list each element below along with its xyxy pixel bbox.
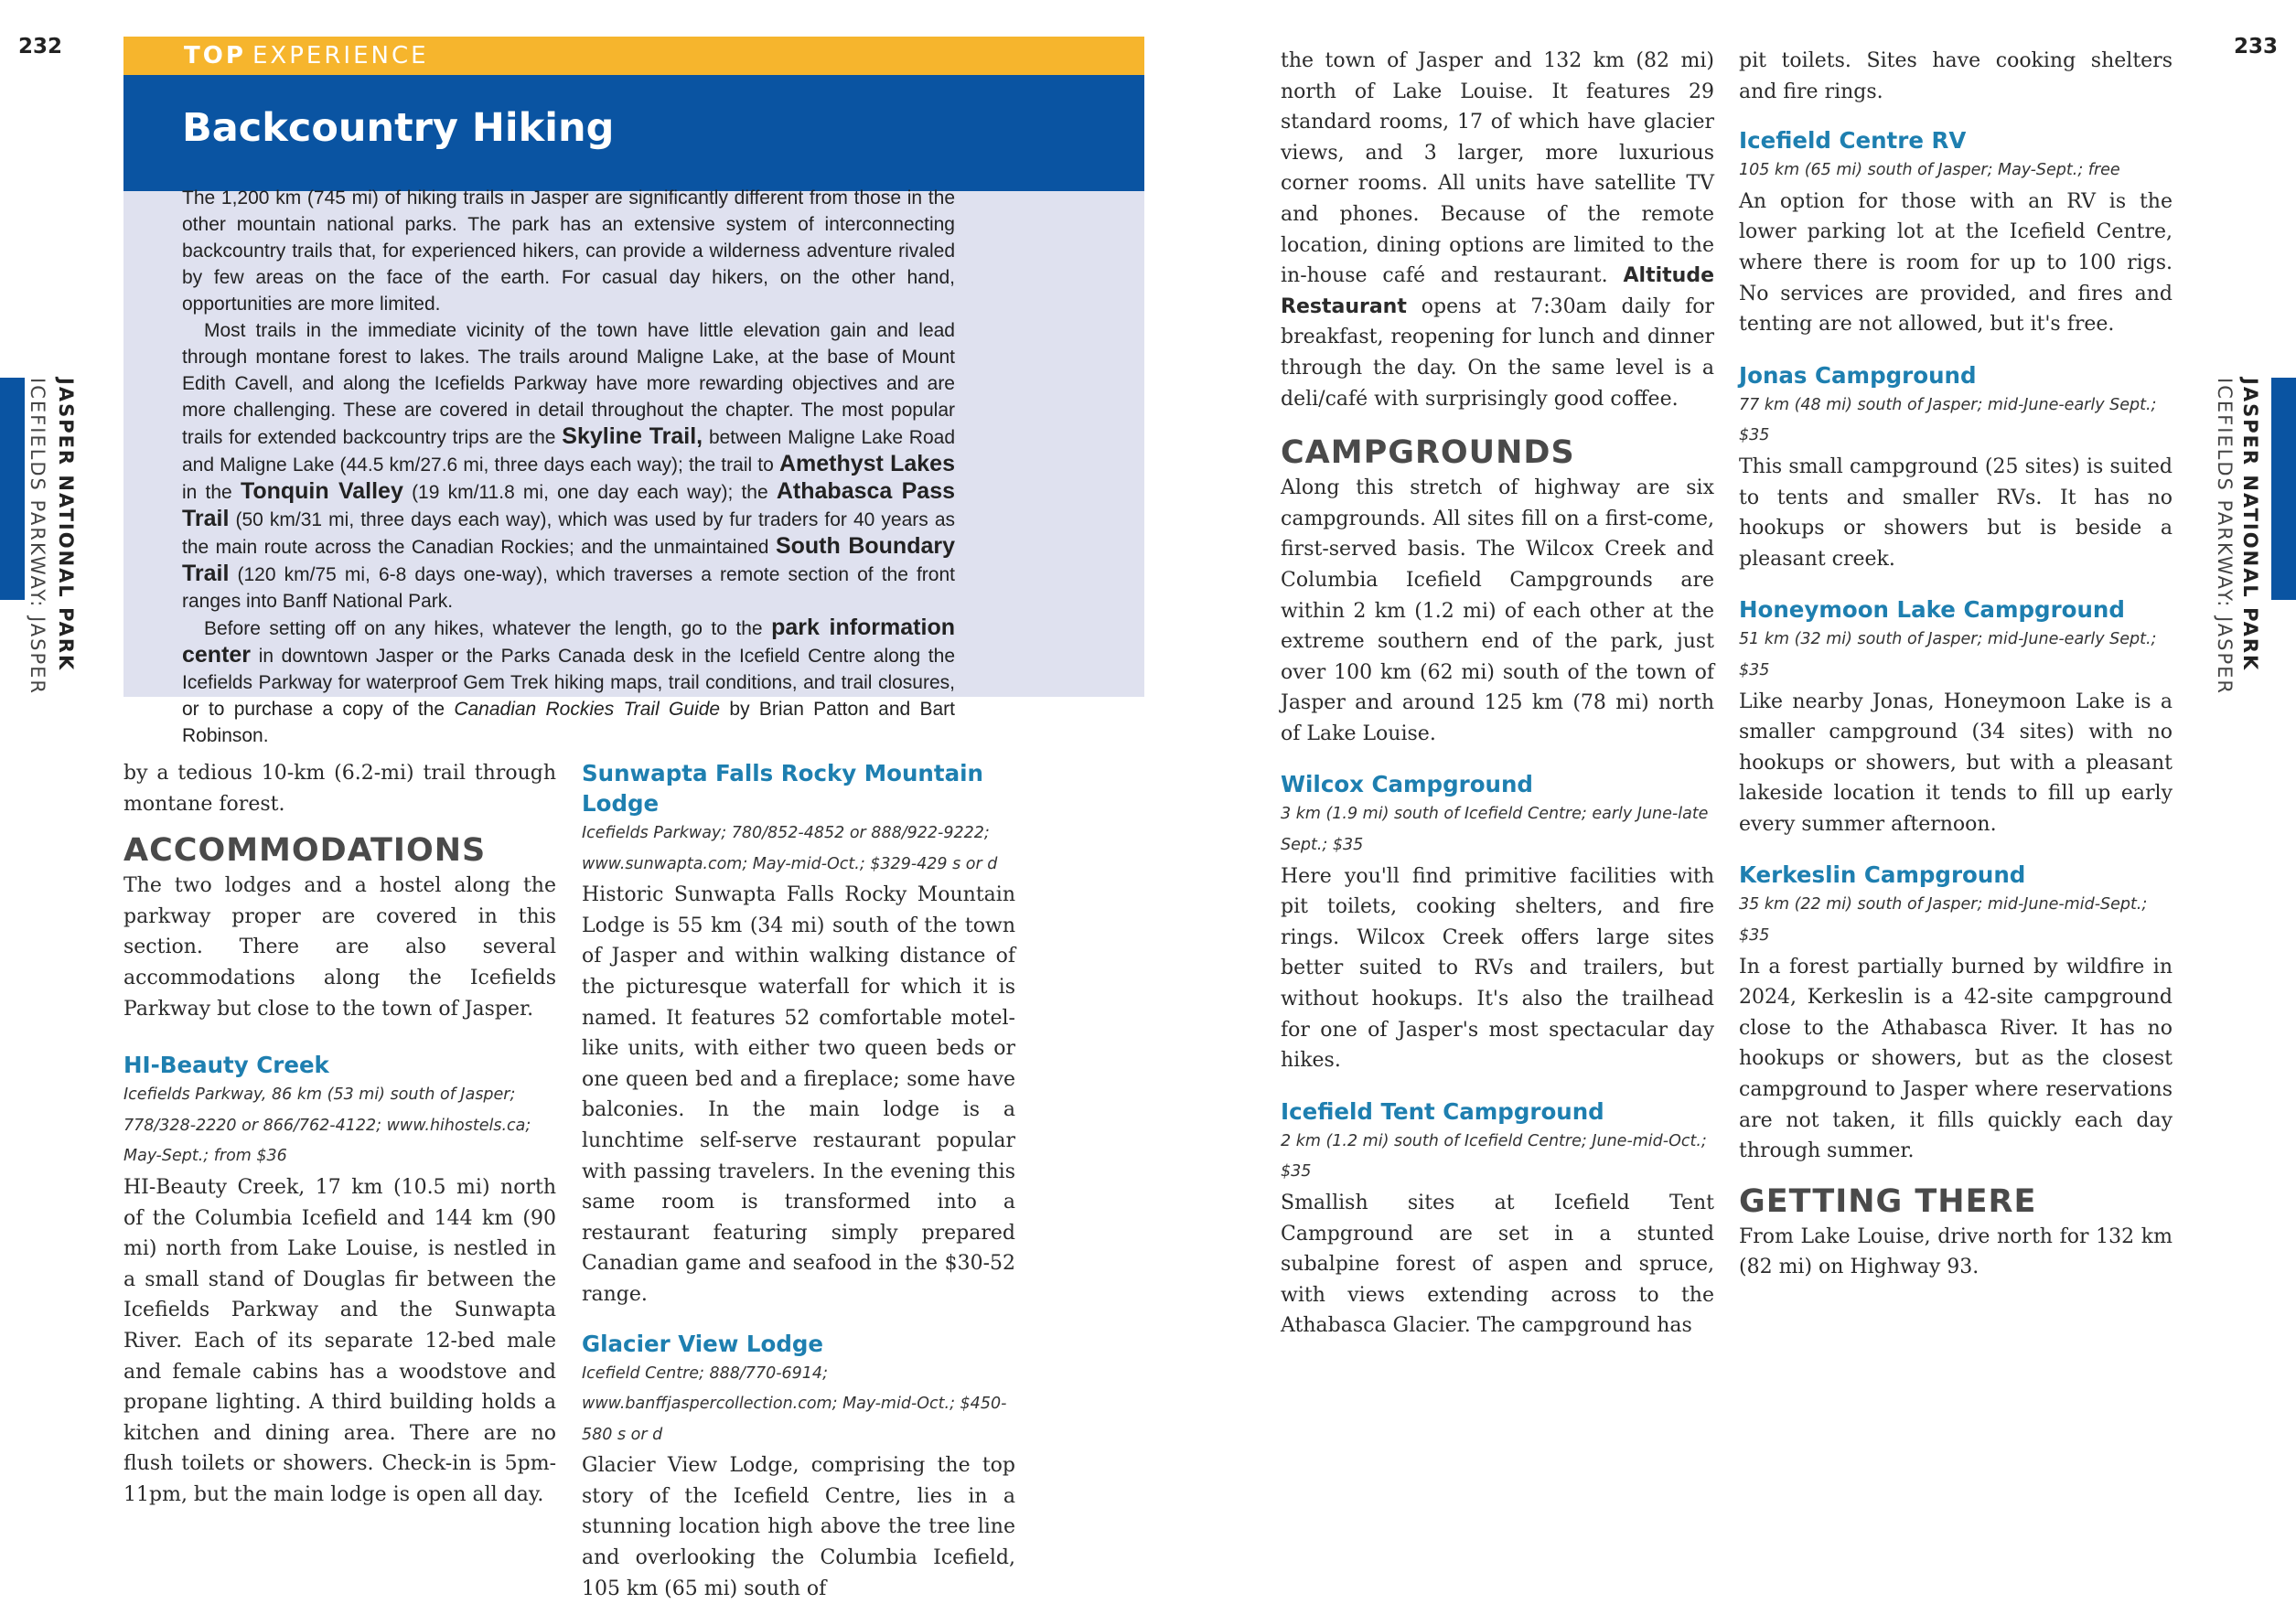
icefield-tent-campground-continued: pit toilets. Sites have cooking shelters and fire rings.: [1739, 49, 2173, 103]
sunwapta-lodge-heading: Sunwapta Falls Rocky Mountain Lodge: [582, 760, 983, 817]
glacier-view-lodge-heading: Glacier View Lodge: [582, 1330, 824, 1357]
icefield-tent-campground-details: 2 km (1.2 mi) south of Icefield Centre; June-mid-Oct.; $35: [1281, 1131, 1707, 1182]
icefield-tent-campground-body: Smallish sites at Icefield Tent Campground are set in a stunted subalpine forest of aspen and spruce, with views extending across to the Athabasca Glacier. The campground has: [1281, 1192, 1714, 1338]
sunwapta-lodge-body: Historic Sunwapta Falls Rocky Mountain Lodge is 55 km (34 mi) south of the town of Jasper and within walking distance of the picturesque waterfall for which it is named. It features 52 comfortable motel-like units, with either two queen beds or one queen bed and a fireplace; some have balconies. In the main lodge is a lunchtime self-serve restaurant popular with passing travelers. In the evening this same room is transformed into a restaurant featuring simply prepared Canadian game and seafood in the $30-52 range.: [582, 883, 1015, 1306]
jonas-campground-heading: Jonas Campground: [1739, 361, 1977, 389]
honeymoon-lake-campground-body: Like nearby Jonas, Honeymoon Lake is a smaller campground (34 sites) with no hookups or showers, but with a pleasant lakeside location it tends to fill up early every summer afternoon.: [1739, 690, 2173, 836]
feature-tag-top: TOP: [184, 42, 246, 70]
glacier-view-lodge-continued: the town of Jasper and 132 km (82 mi) north of Lake Louise. It features 29 standard rooms, 17 of which have glacier views, and 3 larger, more luxurious corner rooms. All units have satellite TV and phones. Because of the remote location, dining options are limited to the in-house café and restaurant. Altitude Restaurant opens at 7:30am daily for breakfast, reopening for lunch and dinner through the day. On the same level is a deli/café with surprisingly good coffee.: [1281, 49, 1714, 411]
kerkeslin-campground-details: 35 km (22 mi) south of Jasper; mid-June-mid-Sept.; $35: [1739, 895, 2148, 946]
side-tab-left-title: JASPER NATIONAL PARK: [55, 378, 77, 672]
kerkeslin-campground-body: In a forest partially burned by wildfire in 2024, Kerkeslin is a 42-site campground close to the Athabasca River. It has no hookups or showers, but as the closest campground to Jasper where reservations are not taken, it fills quickly each day through summer.: [1739, 955, 2173, 1163]
hi-beauty-creek-details: Icefields Parkway, 86 km (53 mi) south of Jasper; 778/328-2220 or 866/762-4122; www.hihostels.ca; May-Sept.; from $36: [123, 1085, 531, 1166]
feature-box: [123, 37, 1144, 746]
continued-text: by a tedious 10-km (6.2-mi) trail through montane forest.: [123, 762, 556, 816]
feature-paragraph-2: Most trails in the immediate vicinity of the town have little elevation gain and lead through montane forest to lakes. The trails around Maligne Lake, at the base of Mount Edith Cavell, and along the Icefields Parkway have more rewarding objectives and are more challenging. These are covered in detail throughout the chapter. The most popular trails for extended backcountry trips are the Skyline Trail, between Maligne Lake Road and Maligne Lake (44.5 km/27.6 mi, three days each way); the trail to Amethyst Lakes in the Tonquin Valley (19 km/11.8 mi, one day each way); the Athabasca Pass Trail (50 km/31 mi, three days each way), which was used by fur traders for 40 years as the main route across the Canadian Rockies; and the unmaintained South Boundary Trail (120 km/75 mi, 6-8 days one-way), which traverses a remote section of the front ranges into Banff National Park.: [182, 320, 956, 612]
side-tab-right-marker: [2271, 378, 2296, 600]
icefield-centre-rv-details: 105 km (65 mi) south of Jasper; May-Sept.; free: [1739, 161, 2120, 180]
wilcox-campground-heading: Wilcox Campground: [1281, 771, 1533, 798]
icefield-tent-campground-heading: Icefield Tent Campground: [1281, 1097, 1604, 1125]
wilcox-campground-body: Here you'll find primitive facilities with pit toilets, cooking shelters, and fire rings. Wilcox Creek offers large sites better suited to RVs and trailers, but without hookups. It's also the trailhead for one of Jasper's most spectacular day hikes.: [1281, 864, 1714, 1073]
honeymoon-lake-campground-details: 51 km (32 mi) south of Jasper; mid-June-early Sept.; $35: [1739, 630, 2157, 679]
column-1: [123, 758, 556, 1510]
feature-title-band: [123, 75, 1144, 191]
page-number-left: 232: [18, 35, 63, 59]
honeymoon-lake-campground-heading: Honeymoon Lake Campground: [1739, 596, 2125, 624]
column-4: [1739, 46, 2173, 1283]
campgrounds-heading: CAMPGROUNDS: [1281, 434, 1575, 472]
icefield-centre-rv-heading: Icefield Centre RV: [1739, 127, 1967, 155]
feature-tag-experience: EXPERIENCE: [252, 42, 429, 70]
hi-beauty-creek-heading: HI-Beauty Creek: [123, 1052, 329, 1079]
glacier-view-lodge-body: Glacier View Lodge, comprising the top story of the Icefield Centre, lies in a stunning location high above the tree line and overlooking the Columbia Icefield, 105 km (65 mi) south of: [582, 1454, 1015, 1600]
icefield-centre-rv-body: An option for those with an RV is the lower parking lot at the Icefield Centre, where there is room for up to 100 rigs. No services are provided, and fires and tenting are not allowed, but it's free.: [1739, 189, 2173, 337]
page-number-right: 233: [2234, 35, 2279, 59]
hi-beauty-creek-body: HI-Beauty Creek, 17 km (10.5 mi) north of the Columbia Icefield and 144 km (90 mi) north from Lake Louise, is nestled in a small stand of Douglas fir between the Icefields Parkway and the Sunwapta River. Each of its separate 12-bed male and female cabins has a woodstove and propane lighting. A third building holds a kitchen and dining area. There are no flush toilets or showers. Check-in is 5pm-11pm, but the main lodge is open all day.: [123, 1175, 556, 1506]
glacier-view-lodge-details: Icefield Centre; 888/770-6914; www.banffjaspercollection.com; May-mid-Oct.; $450-580 s or d: [582, 1363, 1007, 1444]
feature-title: Backcountry Hiking: [182, 105, 615, 151]
wilcox-campground-details: 3 km (1.9 mi) south of Icefield Centre; early June-late Sept.; $35: [1281, 805, 1709, 855]
accommodations-intro: The two lodges and a hostel along the parkway proper are covered in this section. There are also several accommodations along the Icefields Parkway but close to the town of Jasper.: [123, 874, 556, 1021]
feature-body: [182, 185, 955, 749]
feature-tag-bar: [123, 37, 1144, 75]
accommodations-heading: ACCOMMODATIONS: [123, 832, 487, 870]
feature-paragraph-3: Before setting off on any hikes, whatever the length, go to the park information center in downtown Jasper or the Parks Canada desk in the Icefield Centre along the Icefields Parkway for waterproof Gem Trek hiking maps, trail conditions, and trail closures, or to purchase a copy of the Canadian Rockies Trail Guide by Brian Patton and Bart Robinson.: [182, 615, 955, 746]
campgrounds-intro: Along this stretch of highway are six campgrounds. All sites fill on a first-come, first-served basis. The Wilcox Creek and Columbia Icefield Campgrounds are within 2 km (1.2 mi) of each other at the extreme southern end of the park, just over 100 km (62 mi) south of the town of Jasper and around 125 km (78 mi) north of Lake Louise.: [1281, 476, 1714, 745]
column-2: [582, 758, 1015, 1604]
side-tab-left-subtitle: ICEFIELDS PARKWAY: JASPER: [27, 378, 48, 696]
getting-there-heading: GETTING THERE: [1739, 1182, 2037, 1220]
getting-there-body: From Lake Louise, drive north for 132 km (82 mi) on Highway 93.: [1739, 1224, 2173, 1279]
feature-paragraph-1: The 1,200 km (745 mi) of hiking trails in Jasper are significantly different from those in the other mountain national parks. The park has an extensive system of interconnecting backcountry trails that, for experienced hikers, can provide a wilderness adventure rivaled by few areas on the face of the earth. For casual day hikers, on the other hand, opportunities are more limited.: [182, 187, 955, 315]
jonas-campground-details: 77 km (48 mi) south of Jasper; mid-June-early Sept.; $35: [1739, 395, 2157, 445]
sunwapta-lodge-details: Icefields Parkway; 780/852-4852 or 888/922-9222; www.sunwapta.com; May-mid-Oct.; $329-429 s or d: [582, 824, 998, 873]
side-tab-left-marker: [0, 378, 25, 600]
jonas-campground-body: This small campground (25 sites) is suited to tents and smaller RVs. It has no hookups or showers but is beside a pleasant creek.: [1739, 454, 2173, 571]
side-tab-right-subtitle: ICEFIELDS PARKWAY: JASPER: [2214, 378, 2236, 696]
kerkeslin-campground-heading: Kerkeslin Campground: [1739, 861, 2026, 889]
side-tab-right-title: JASPER NATIONAL PARK: [2239, 378, 2261, 672]
column-3: [1281, 46, 1714, 1342]
